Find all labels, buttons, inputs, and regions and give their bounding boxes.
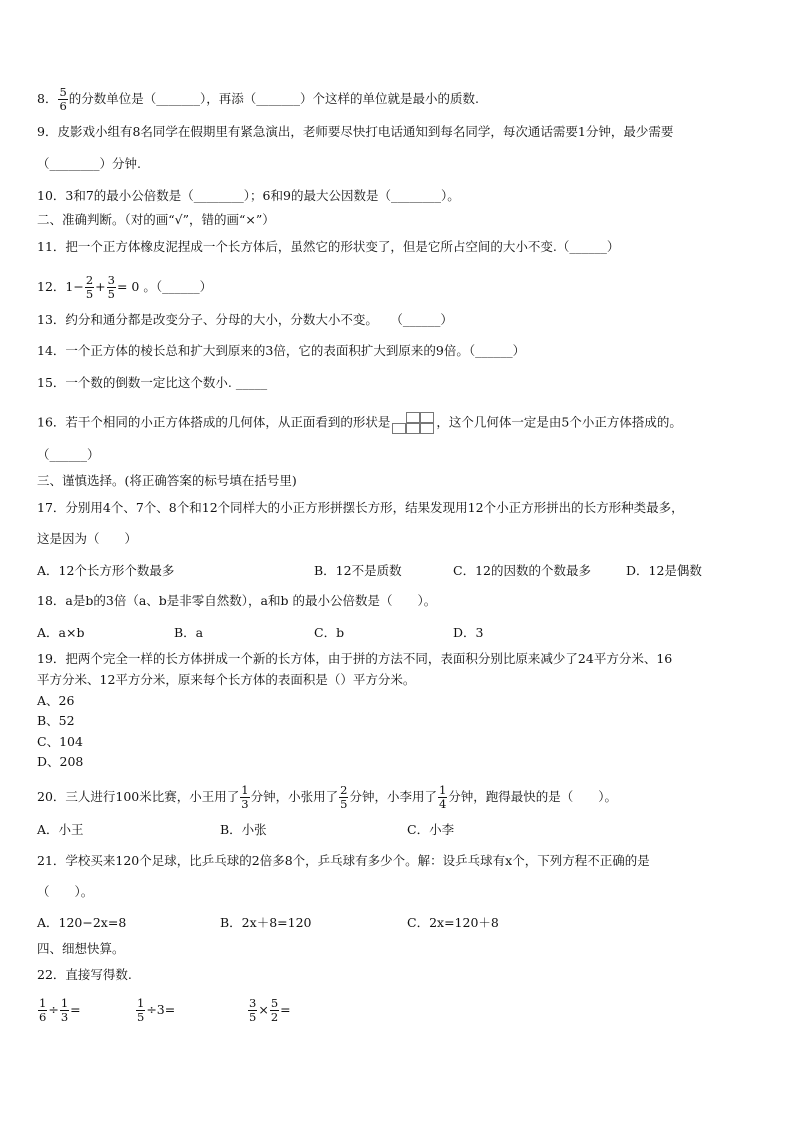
operator: × <box>258 1002 269 1017</box>
numerator: 2 <box>85 273 94 287</box>
q19-option-a: A、26 <box>37 693 75 708</box>
expression-part: 1− <box>65 279 84 294</box>
question-21-line-2: （ ）。 <box>37 884 94 899</box>
q18-option-d: D．3 <box>453 625 484 640</box>
question-number: 8． <box>37 91 58 106</box>
equals-sign: = <box>70 1002 81 1017</box>
question-text: 的分数单位是（_______），再添（_______）个这样的单位就是最小的质数. <box>68 91 480 106</box>
fraction <box>136 997 145 1024</box>
q17-option-b: B．12不是质数 <box>314 563 402 578</box>
denominator: 4 <box>438 797 447 811</box>
q18-option-a: A．a×b <box>37 625 85 640</box>
question-9-line-1: 9．皮影戏小组有8名同学在假期里有紧急演出，老师要尽快打电话通知到每名同学，每次通话需要1分钟，最少需要 <box>37 124 674 139</box>
denominator: 5 <box>85 287 94 301</box>
q17-option-d: D．12是偶数 <box>626 563 702 578</box>
calc-expression-2 <box>135 997 175 1024</box>
question-number: 12． <box>37 279 66 294</box>
fraction <box>248 997 257 1024</box>
denominator: 5 <box>340 797 348 811</box>
question-9-line-2: （________）分钟. <box>37 156 141 171</box>
question-11: 11．把一个正方体橡皮泥捏成一个长方体后，虽然它的形状变了，但是它所占空间的大小不变.（______） <box>37 239 620 254</box>
question-10: 10．3和7的最小公倍数是（________）；6和9的最大公因数是（________）。 <box>37 188 460 203</box>
fraction <box>339 784 348 811</box>
q17-option-a: A．12个长方形个数最多 <box>37 563 175 578</box>
question-13: 13．约分和通分都是改变分子、分母的大小，分数大小不变。 （______） <box>37 312 453 327</box>
fraction <box>270 997 279 1024</box>
fraction <box>240 784 249 811</box>
q21-option-c: C．2x=120＋8 <box>407 915 499 930</box>
denominator: 2 <box>270 1010 279 1024</box>
fraction <box>107 274 116 301</box>
q19-option-b: B、52 <box>37 713 75 728</box>
numerator: 1 <box>60 996 69 1010</box>
fraction <box>60 997 69 1024</box>
expression-tail: = 0 。（______） <box>116 279 213 294</box>
question-text: 分钟，小张用了 <box>250 789 339 804</box>
equals-sign: = <box>280 1002 291 1017</box>
front-view-grid-icon <box>392 412 434 434</box>
question-20 <box>37 784 617 811</box>
numerator: 1 <box>39 996 47 1010</box>
q18-option-c: C．b <box>314 625 345 640</box>
section-4-title: 四、细想快算。 <box>37 941 125 956</box>
section-2-title: 二、准确判断。（对的画“√”，错的画“×”） <box>37 212 275 227</box>
question-19-line-2: 平方分米、12平方分米，原来每个长方体的表面积是（）平方分米。 <box>37 672 416 687</box>
fraction <box>58 86 67 113</box>
question-text-tail: ，这个几何体一定是由5个小正方体搭成的。 <box>436 414 682 430</box>
q19-option-d: D、208 <box>37 754 84 769</box>
question-15: 15．一个数的倒数一定比这个数小. _____ <box>37 375 268 390</box>
numerator: 1 <box>241 783 249 797</box>
question-22: 22．直接写得数. <box>37 967 132 982</box>
denominator: 3 <box>60 1010 69 1024</box>
fraction <box>85 274 94 301</box>
operator: ÷3= <box>146 1002 176 1017</box>
question-19-line-1: 19．把两个完全一样的长方体拼成一个新的长方体，由于拼的方法不同，表面积分别比原来减少了24平方分米、16 <box>37 651 673 666</box>
numerator: 2 <box>340 783 348 797</box>
operator: ÷ <box>48 1002 59 1017</box>
numerator: 5 <box>59 85 67 99</box>
q20-option-b: B．小张 <box>220 822 267 837</box>
q17-option-c: C．12的因数的个数最多 <box>453 563 591 578</box>
question-16 <box>37 412 682 434</box>
question-12 <box>37 274 212 301</box>
q20-option-a: A．小王 <box>37 822 84 837</box>
denominator: 5 <box>249 1010 257 1024</box>
question-8 <box>37 86 479 113</box>
q21-option-b: B．2x＋8=120 <box>220 915 312 930</box>
numerator: 5 <box>270 996 279 1010</box>
denominator: 5 <box>137 1010 145 1024</box>
denominator: 6 <box>59 99 67 113</box>
q18-option-b: B．a <box>174 625 204 640</box>
plus-sign: + <box>95 279 106 294</box>
numerator: 1 <box>137 996 145 1010</box>
numerator: 1 <box>438 783 447 797</box>
question-18: 18．a是b的3倍（a、b是非零自然数），a和b 的最小公倍数是（ ）。 <box>37 593 437 608</box>
fraction <box>38 997 47 1024</box>
question-21-line-1: 21．学校买来120个足球，比乒乓球的2倍多8个，乒乓球有多少个。解：设乒乓球有x个，下列方程不正确的是 <box>37 853 650 868</box>
question-14: 14．一个正方体的棱长总和扩大到原来的3倍，它的表面积扩大到原来的9倍。（______） <box>37 343 526 358</box>
calc-expression-1 <box>37 997 81 1024</box>
section-3-title: 三、谨慎选择。(将正确答案的标号填在括号里) <box>37 473 297 488</box>
denominator: 5 <box>107 287 115 301</box>
q21-option-a: A．120−2x=8 <box>37 915 127 930</box>
question-17-line-1: 17．分别用4个、7个、8个和12个同样大的小正方形拼摆长方形，结果发现用12个小正方形拼出的长方形种类最多， <box>37 500 684 515</box>
denominator: 3 <box>241 797 249 811</box>
fraction <box>438 784 447 811</box>
question-17-line-2: 这是因为（ ） <box>37 531 138 546</box>
q20-option-c: C．小李 <box>407 822 455 837</box>
question-text-tail: 分钟，跑得最快的是（ ）。 <box>448 789 618 804</box>
calc-expression-3 <box>247 997 291 1024</box>
numerator: 3 <box>107 273 115 287</box>
question-text: 16．若干个相同的小正方体搭成的几何体，从正面看到的形状是 <box>37 414 391 430</box>
numerator: 3 <box>249 996 257 1010</box>
question-16-answer: （______） <box>37 447 100 462</box>
denominator: 6 <box>39 1010 47 1024</box>
question-text: 分钟，小李用了 <box>349 789 437 804</box>
question-text: 20．三人进行100米比赛，小王用了 <box>37 789 240 804</box>
q19-option-c: C、104 <box>37 734 83 749</box>
